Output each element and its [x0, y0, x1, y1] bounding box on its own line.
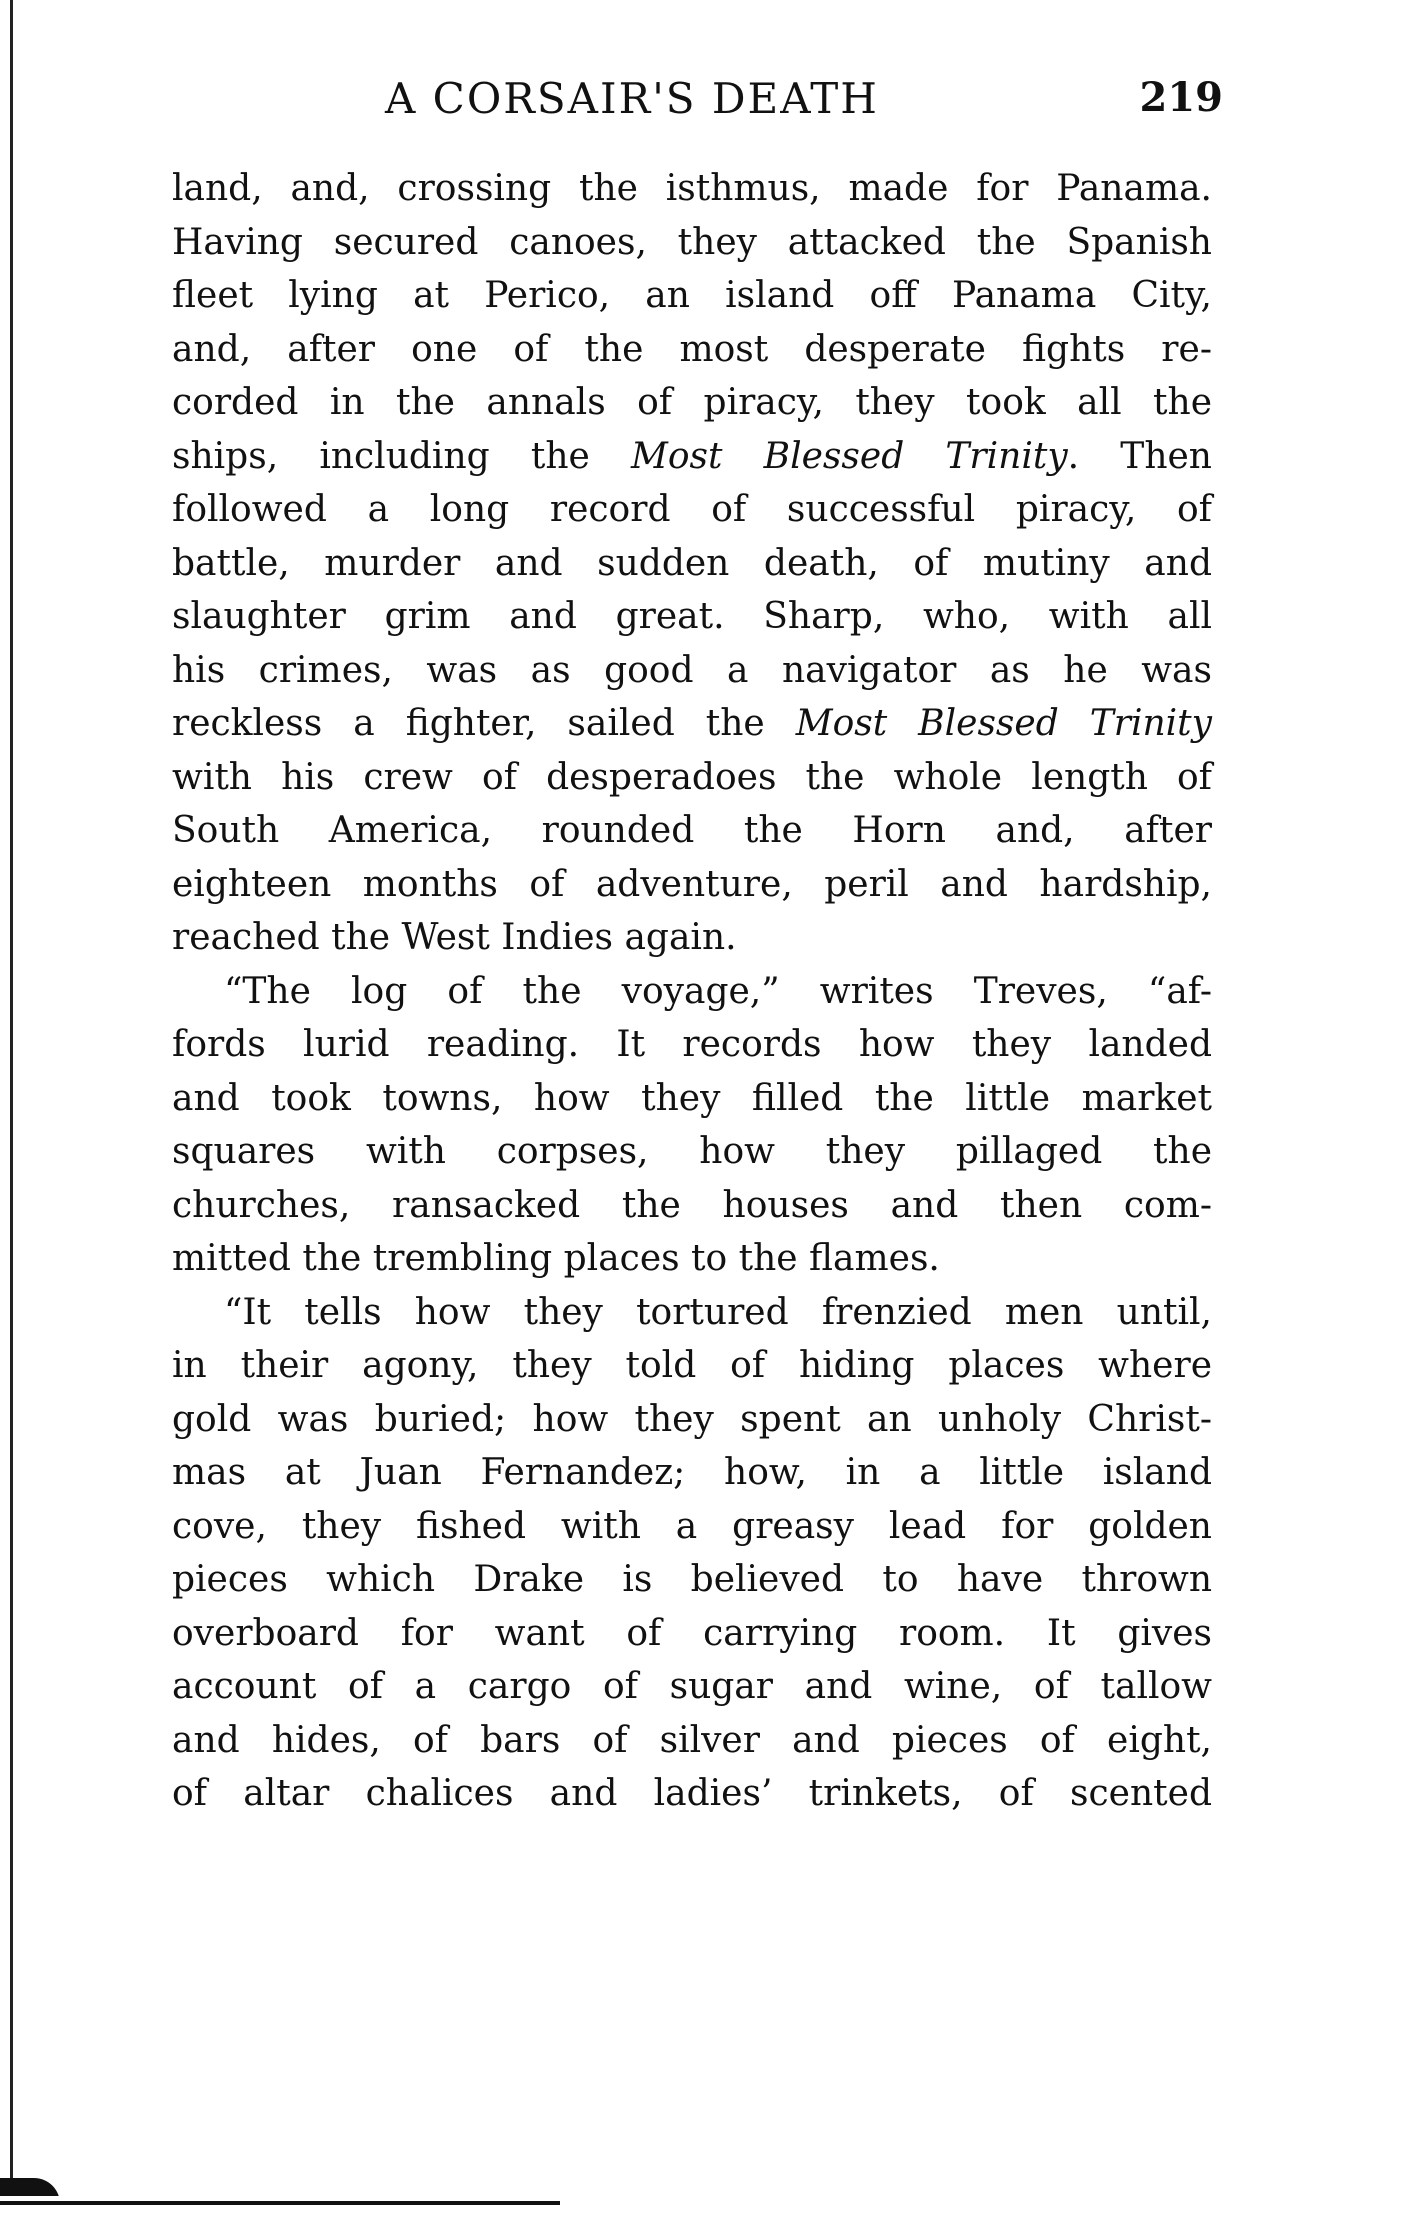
text-line: and hides, of bars of silver and pieces of eight,: [172, 1719, 1212, 1761]
text-line: slaughter grim and great. Sharp, who, with all: [172, 596, 1212, 637]
page-edge-left: [10, 0, 13, 2200]
text-line: with his crew of desperadoes the whole length of: [172, 756, 1212, 798]
text-line: overboard for want of carrying room. It gives: [172, 1612, 1212, 1654]
text-line: fleet lying at Perico, an island off Panama City,: [172, 275, 1212, 316]
text-line: corded in the annals of piracy, they took all the: [172, 382, 1212, 423]
text-line: gold was buried; how they spent an unholy Christ-: [172, 1398, 1212, 1440]
text-line: eighteen months of adventure, peril and hardship,: [172, 863, 1212, 905]
text-line: “The log of the voyage,” writes Treves, “af-: [224, 970, 1212, 1012]
text-line: squares with corpses, how they pillaged the: [172, 1131, 1212, 1172]
text-line: “It tells how they tortured frenzied men until,: [224, 1291, 1212, 1333]
running-title: A CORSAIR'S DEATH: [385, 74, 879, 123]
page-edge-bottom: [0, 2196, 560, 2210]
text-line: and, after one of the most desperate fights re-: [172, 328, 1212, 370]
running-header: [385, 74, 1235, 134]
text-line: South America, rounded the Horn and, after: [172, 810, 1212, 851]
text-line: reckless a fighter, sailed the Most Blessed Trinity: [172, 703, 1212, 744]
body-text: [172, 162, 1212, 1821]
ship-name-italic: Most Blessed Trinity: [631, 435, 1068, 477]
text-line: pieces which Drake is believed to have thrown: [172, 1559, 1212, 1600]
text-line: Having secured canoes, they attacked the Spanish: [172, 221, 1212, 263]
text-line: and took towns, how they filled the little market: [172, 1077, 1212, 1119]
ship-name-italic: Most Blessed Trinity: [795, 703, 1212, 744]
text-line: his crimes, was as good a navigator as he was: [172, 649, 1212, 691]
text-line: cove, they fished with a greasy lead for golden: [172, 1505, 1212, 1547]
text-line: fords lurid reading. It records how they landed: [172, 1024, 1212, 1065]
text-line: mas at Juan Fernandez; how, in a little island: [172, 1452, 1212, 1493]
text-line: followed a long record of successful piracy, of: [172, 489, 1212, 530]
text-line: reached the West Indies again.: [172, 917, 737, 958]
text-line: in their agony, they told of hiding places where: [172, 1345, 1212, 1386]
text-line: mitted the trembling places to the flames.: [172, 1238, 940, 1279]
page-number: 219: [1139, 74, 1223, 121]
text-line: ships, including the Most Blessed Trinity. Then: [172, 435, 1212, 477]
text-line: of altar chalices and ladies’ trinkets, of scented: [172, 1773, 1212, 1814]
text-line: land, and, crossing the isthmus, made for Panama.: [172, 168, 1212, 209]
text-line: account of a cargo of sugar and wine, of tallow: [172, 1666, 1212, 1707]
text-line: churches, ransacked the houses and then com-: [172, 1184, 1212, 1226]
text-line: battle, murder and sudden death, of mutiny and: [172, 542, 1212, 584]
